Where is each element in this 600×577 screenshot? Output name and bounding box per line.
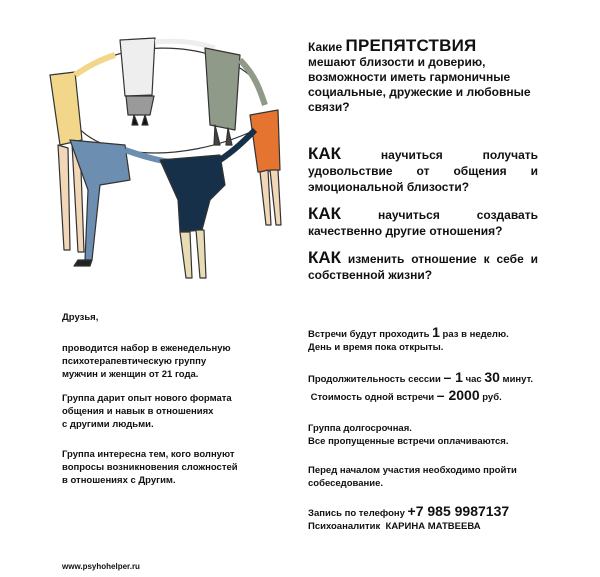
psychoanalyst-name: КАРИНА МАТВЕЕВА xyxy=(385,521,481,532)
question-obstacles-rest: мешают близости и доверию, возможности иметь гармоничные социальные, дружеские и любовные связи? xyxy=(308,55,531,114)
question-how-change-text: изменить отношение к себе и собственной жизни? xyxy=(308,252,538,282)
how-word: КАК xyxy=(308,144,342,163)
text-line: общения и навык в отношениях xyxy=(62,406,214,417)
interview-note xyxy=(308,464,548,490)
question-how-enjoy-text: научиться получать удовольствие от общения и эмоциональной близости? xyxy=(308,148,538,194)
text-line: проводится набор в еженедельную xyxy=(62,343,231,354)
session-duration: Продолжительность сессии – 1 час 30 минут. xyxy=(308,369,534,385)
text-line: с другими людьми. xyxy=(62,419,154,430)
question-obstacles-lead: Какие xyxy=(308,40,346,54)
question-obstacles-highlight: ПРЕПЯТСТВИЯ xyxy=(345,36,477,55)
group-terms xyxy=(308,422,548,448)
phone-number[interactable]: +7 985 9987137 xyxy=(407,503,510,519)
meeting-frequency: Встречи будут проходить 1 раз в неделю. xyxy=(308,324,509,340)
text-line: Перед началом участия необходимо пройти xyxy=(308,465,517,476)
text-line: мужчин и женщин от 21 года. xyxy=(62,369,199,380)
illustration-circle-of-people xyxy=(30,20,290,290)
how-word: КАК xyxy=(308,204,342,223)
cost-amount: – 2000 xyxy=(436,387,480,403)
duration-hours: – 1 xyxy=(443,369,463,385)
question-how-create xyxy=(308,206,538,239)
psychoanalyst-line: Психоаналитик КАРИНА МАТВЕЕВА xyxy=(308,521,481,532)
session-cost: Стоимость одной встречи – 2000 руб. xyxy=(310,387,502,403)
question-how-enjoy xyxy=(308,146,538,195)
group-offer-paragraph xyxy=(62,392,292,431)
question-how-change xyxy=(308,250,538,283)
text-line: вопросы возникновения сложностей xyxy=(62,462,238,473)
phone-line: Запись по телефону +7 985 9987137 xyxy=(308,503,510,519)
announcement-paragraph xyxy=(62,342,292,381)
figure-light xyxy=(120,38,215,125)
text-line: психотерапевтическую группу xyxy=(62,356,207,367)
website-link[interactable]: www.psyhohelper.ru xyxy=(62,562,140,571)
text-line: Все пропущенные встречи оплачиваются. xyxy=(308,436,509,447)
question-obstacles xyxy=(308,38,548,115)
text-line: в отношениях с Другим. xyxy=(62,475,176,486)
text-line: собеседование. xyxy=(308,478,384,489)
circle-of-people-icon xyxy=(50,38,281,278)
figure-orange xyxy=(250,110,281,225)
text-line: Группа дарит опыт нового формата xyxy=(62,393,232,404)
meeting-schedule xyxy=(308,326,548,354)
meeting-count: 1 xyxy=(432,324,440,340)
question-how-create-text: научиться создавать качественно другие отношения? xyxy=(308,208,538,238)
session-details xyxy=(308,371,548,404)
text-line: Группа долгосрочная. xyxy=(308,423,412,434)
how-word: КАК xyxy=(308,248,342,267)
text-line: Группа интересна тем, кого волнуют xyxy=(62,449,235,460)
day-time-note: День и время пока открыты. xyxy=(308,342,444,353)
greeting: Друзья, xyxy=(62,312,99,323)
figure-steel-blue xyxy=(70,140,170,266)
group-audience-paragraph xyxy=(62,448,292,487)
contact-info xyxy=(308,505,548,533)
duration-minutes: 30 xyxy=(484,369,500,385)
